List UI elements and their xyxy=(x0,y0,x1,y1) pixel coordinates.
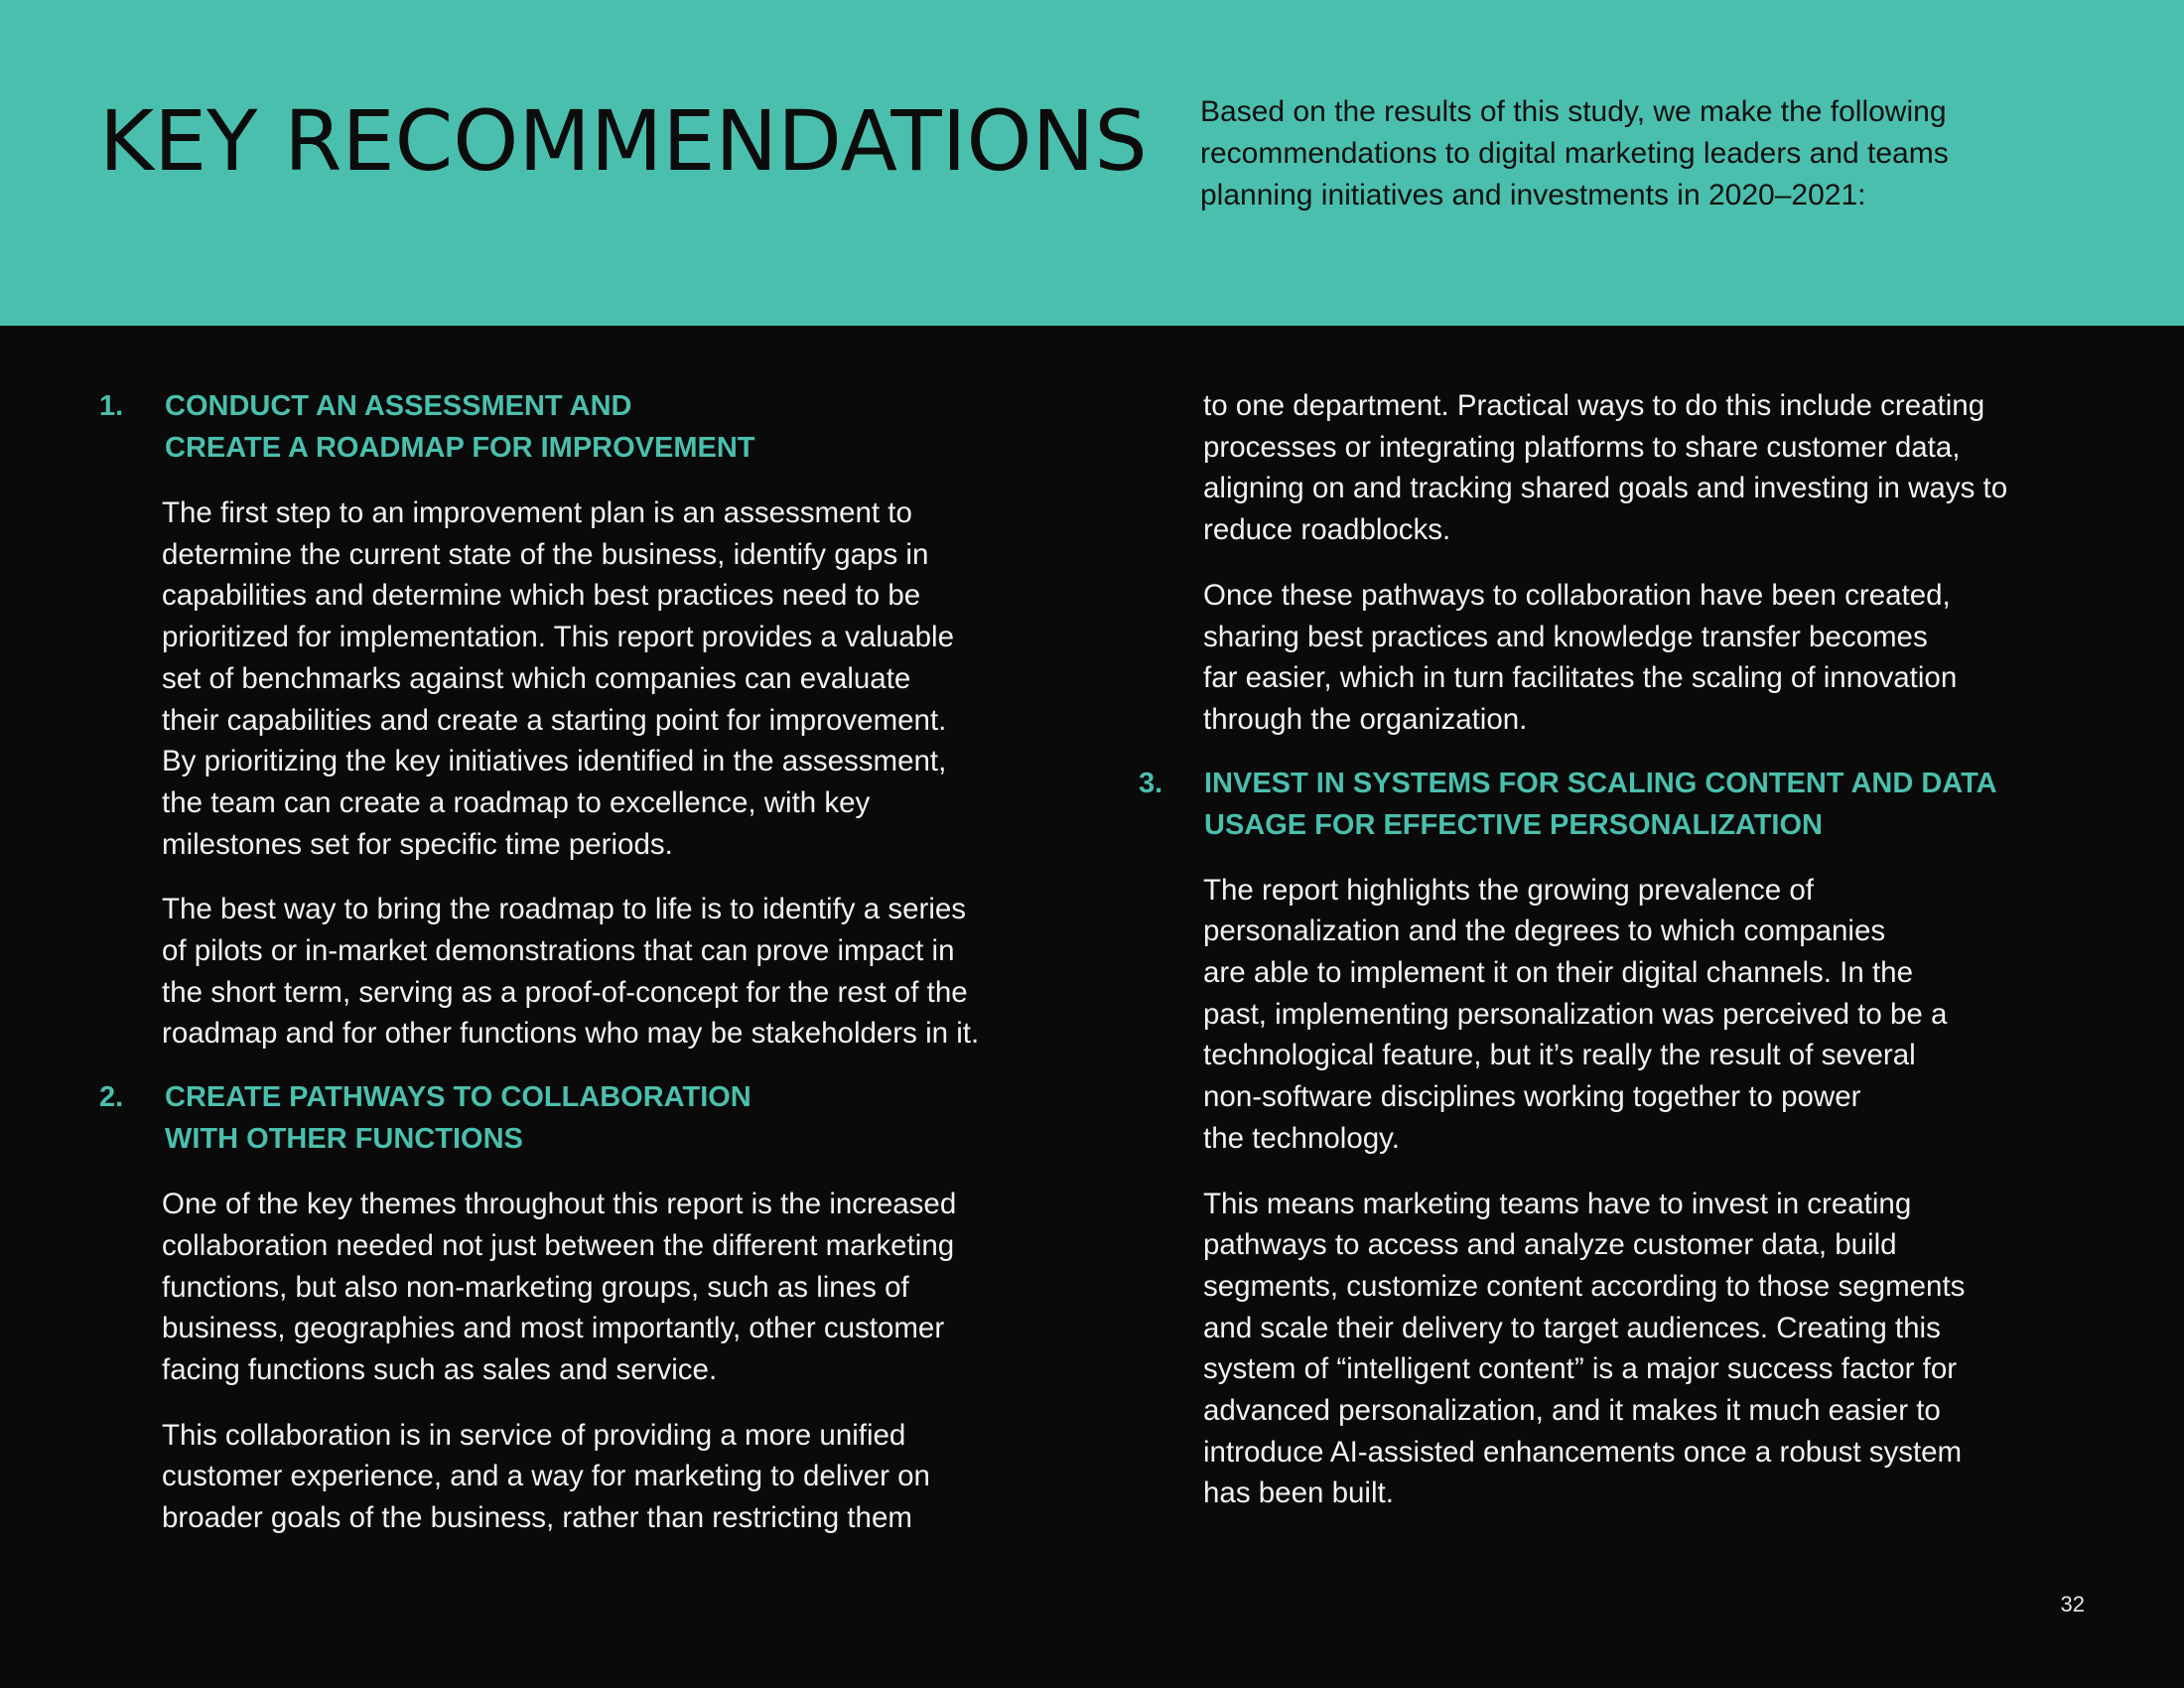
intro-line: planning initiatives and investments in 2020–2021: xyxy=(1200,179,1866,211)
section-2-paragraph-4 xyxy=(1139,575,2092,741)
section-1-paragraph-1 xyxy=(99,492,1052,865)
heading-line: CREATE A ROADMAP FOR IMPROVEMENT xyxy=(165,432,755,464)
text-line: customer experience, and a way for marketing to deliver on xyxy=(162,1460,930,1493)
text-line: functions, but also non-marketing groups, such as lines of xyxy=(162,1270,909,1304)
intro-text xyxy=(1200,91,2094,216)
text-line: are able to implement it on their digital channels. In the xyxy=(1203,956,1913,990)
section-2-paragraph-1 xyxy=(99,1184,1052,1391)
text-line: One of the key themes throughout this report is the increased xyxy=(162,1188,957,1221)
text-line: This collaboration is in service of providing a more unified xyxy=(162,1418,906,1452)
text-line: through the organization. xyxy=(1203,702,1528,736)
text-line: and scale their delivery to target audiences. Creating this xyxy=(1203,1311,1941,1344)
text-line: segments, customize content according to those segments xyxy=(1203,1269,1966,1303)
section-3-paragraph-1 xyxy=(1139,870,2092,1160)
text-line: system of “intelligent content” is a major success factor for xyxy=(1203,1352,1958,1386)
text-line: set of benchmarks against which companies can evaluate xyxy=(162,661,911,695)
section-2-paragraph-3 xyxy=(1139,385,2092,551)
right-column xyxy=(1139,385,2092,1514)
section-number: 1. xyxy=(99,390,124,422)
text-line: introduce AI-assisted enhancements once a robust system xyxy=(1203,1435,1963,1469)
text-line: to one department. Practical ways to do this include creating xyxy=(1203,389,1985,422)
text-line: aligning on and tracking shared goals and investing in ways to xyxy=(1203,472,2008,505)
text-line: their capabilities and create a starting point for improvement. xyxy=(162,703,947,737)
text-line: This means marketing teams have to invest in creating xyxy=(1203,1187,1912,1220)
section-number: 3. xyxy=(1139,767,1163,799)
text-line: prioritized for implementation. This report provides a valuable xyxy=(162,621,954,654)
heading-line: WITH OTHER FUNCTIONS xyxy=(165,1123,523,1156)
page-number: 32 xyxy=(2060,1592,2085,1617)
section-number: 2. xyxy=(99,1081,124,1114)
text-line: The best way to bring the roadmap to life is to identify a series xyxy=(162,893,967,926)
text-line: business, geographies and most importantly, other customer xyxy=(162,1312,945,1345)
heading-line: USAGE FOR EFFECTIVE PERSONALIZATION xyxy=(1204,808,1823,841)
section-2-heading xyxy=(99,1076,1052,1160)
text-line: reduce roadblocks. xyxy=(1203,513,1451,547)
text-line: technological feature, but it’s really the result of several xyxy=(1203,1039,1916,1072)
text-line: Once these pathways to collaboration have been created, xyxy=(1203,578,1951,612)
section-1-heading xyxy=(99,385,1052,469)
text-line: pathways to access and analyze customer data, build xyxy=(1203,1228,1897,1262)
text-line: The report highlights the growing prevalence of xyxy=(1203,873,1814,907)
text-line: has been built. xyxy=(1203,1477,1394,1510)
text-line: non-software disciplines working together to power xyxy=(1203,1080,1861,1114)
text-line: roadmap and for other functions who may be stakeholders in it. xyxy=(162,1017,980,1051)
section-3-paragraph-2 xyxy=(1139,1184,2092,1515)
text-line: The first step to an improvement plan is an assessment to xyxy=(162,496,912,529)
text-line: the technology. xyxy=(1203,1121,1400,1155)
text-line: capabilities and determine which best practices need to be xyxy=(162,579,921,613)
page-title: KEY RECOMMENDATIONS xyxy=(99,92,1148,190)
text-line: of pilots or in-market demonstrations that can prove impact in xyxy=(162,934,955,968)
text-line: collaboration needed not just between the different marketing xyxy=(162,1228,955,1262)
text-line: facing functions such as sales and service. xyxy=(162,1352,718,1386)
left-column xyxy=(99,385,1052,1539)
text-line: the team can create a roadmap to excellence, with key xyxy=(162,785,871,819)
heading-line: CONDUCT AN ASSESSMENT AND xyxy=(165,390,632,422)
section-2-paragraph-2 xyxy=(99,1415,1052,1539)
heading-line: INVEST IN SYSTEMS FOR SCALING CONTENT AND DATA xyxy=(1204,767,1997,799)
text-line: broader goals of the business, rather than restricting them xyxy=(162,1501,912,1535)
text-line: the short term, serving as a proof-of-concept for the rest of the xyxy=(162,975,968,1009)
text-line: By prioritizing the key initiatives identified in the assessment, xyxy=(162,745,947,778)
intro-line: recommendations to digital marketing leaders and teams xyxy=(1200,137,1949,170)
text-line: sharing best practices and knowledge transfer becomes xyxy=(1203,620,1928,653)
section-1-paragraph-2 xyxy=(99,889,1052,1055)
text-line: advanced personalization, and it makes it much easier to xyxy=(1203,1394,1941,1428)
text-line: personalization and the degrees to which companies xyxy=(1203,914,1886,948)
heading-line: CREATE PATHWAYS TO COLLABORATION xyxy=(165,1081,751,1114)
text-line: far easier, which in turn facilitates the scaling of innovation xyxy=(1203,661,1958,695)
text-line: determine the current state of the business, identify gaps in xyxy=(162,537,929,571)
text-line: processes or integrating platforms to share customer data, xyxy=(1203,430,1961,464)
intro-line: Based on the results of this study, we make the following xyxy=(1200,95,1947,128)
header-band xyxy=(0,0,2184,326)
text-line: milestones set for specific time periods. xyxy=(162,827,673,861)
text-line: past, implementing personalization was perceived to be a xyxy=(1203,997,1948,1031)
section-3-heading xyxy=(1139,763,2092,846)
